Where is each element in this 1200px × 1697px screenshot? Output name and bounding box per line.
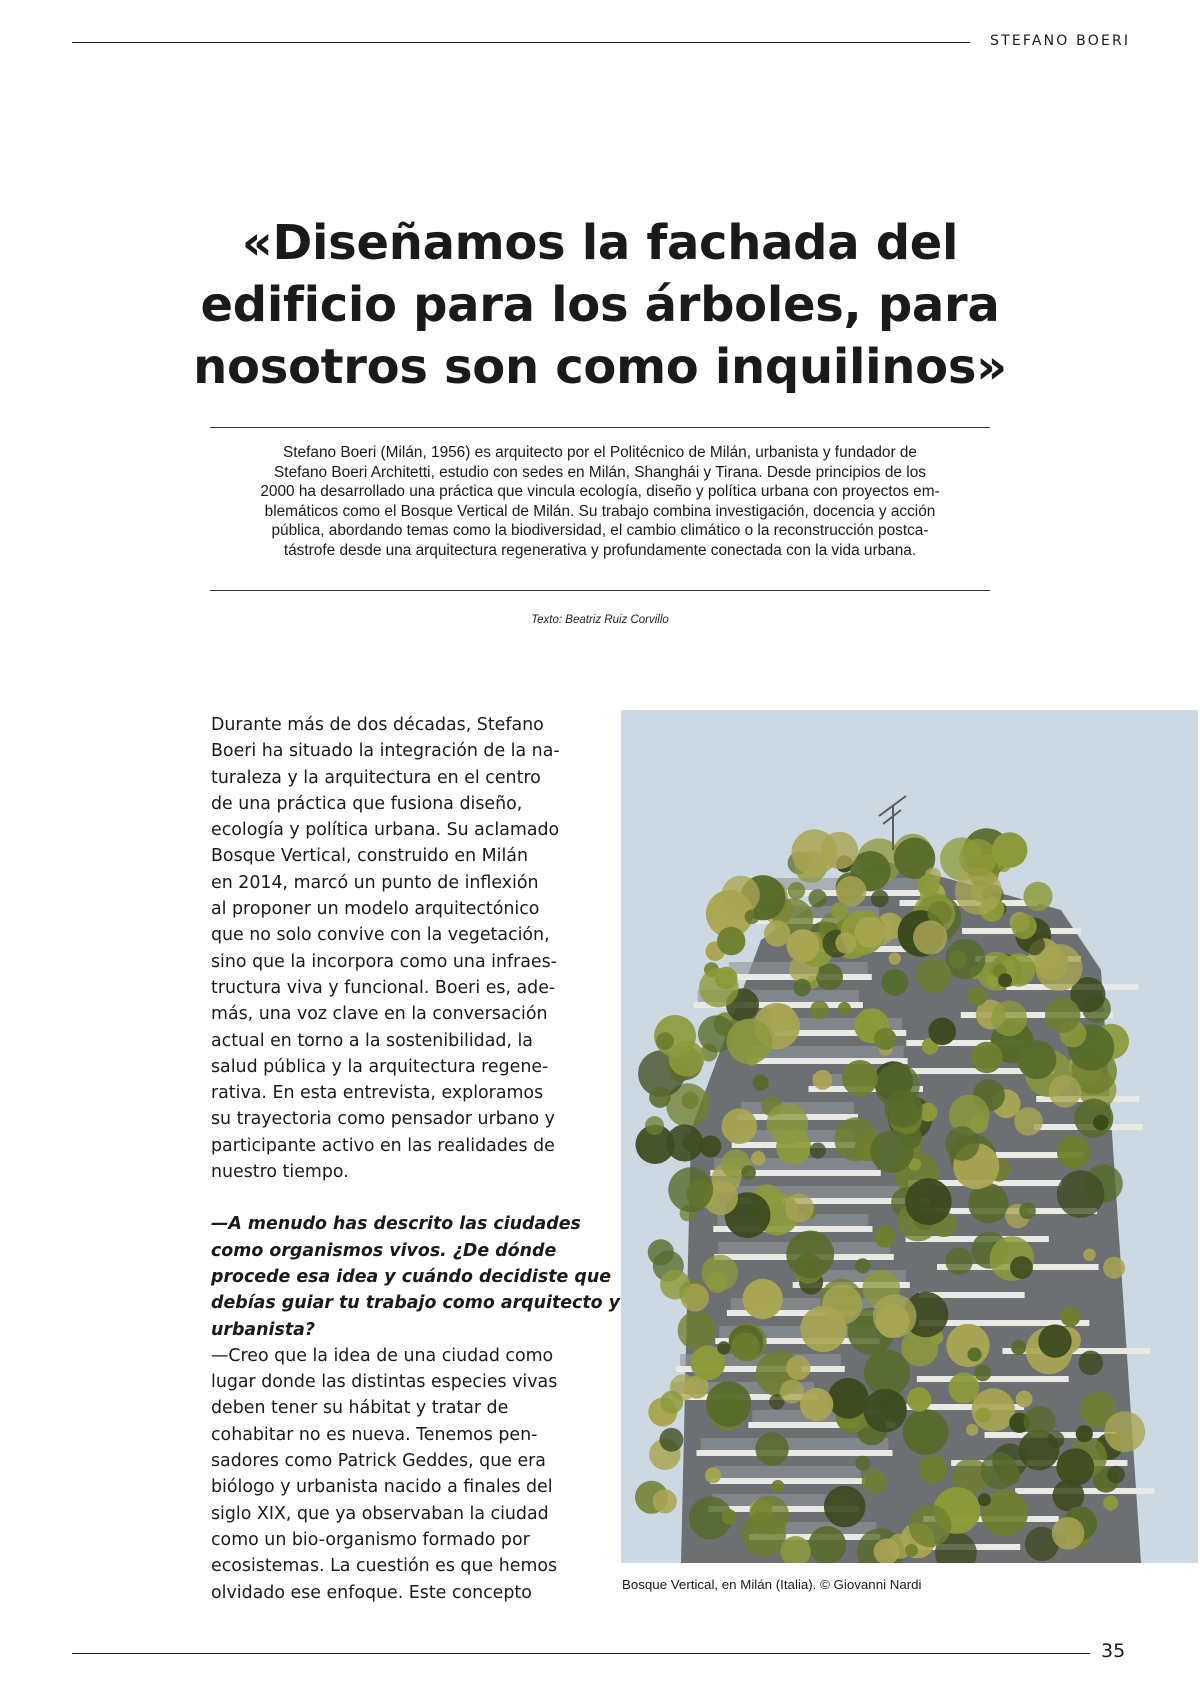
answer-line: —Creo que la idea de una ciudad como bbox=[211, 1345, 554, 1366]
foliage-clump bbox=[793, 979, 811, 997]
foliage-clump bbox=[786, 1356, 810, 1380]
foliage-clump bbox=[969, 1115, 988, 1134]
foliage-clump bbox=[1038, 1324, 1071, 1357]
body-line: en 2014, marcó un punto de inflexión bbox=[211, 872, 539, 893]
foliage-clump bbox=[1014, 1107, 1043, 1136]
foliage-clump bbox=[785, 1193, 814, 1222]
foliage-clump bbox=[882, 969, 909, 996]
header-rule bbox=[72, 42, 970, 43]
answer-line: cohabitar no es nueva. Tenemos pen- bbox=[211, 1424, 538, 1445]
foliage-clump bbox=[764, 920, 790, 946]
foliage-clump bbox=[907, 1387, 931, 1411]
paragraph-gap bbox=[211, 1185, 581, 1211]
foliage-clump bbox=[871, 890, 889, 908]
foliage-clump bbox=[745, 910, 760, 925]
answer-line: biólogo y urbanista nacido a finales del bbox=[211, 1477, 553, 1498]
title-line: «Diseñamos la fachada del bbox=[241, 215, 959, 271]
foliage-clump bbox=[645, 1116, 664, 1135]
photo-caption: Bosque Vertical, en Milán (Italia). © Giovanni Nardi bbox=[622, 1577, 922, 1592]
foliage-clump bbox=[854, 917, 885, 948]
foliage-clump bbox=[998, 973, 1012, 987]
foliage-clump bbox=[828, 1378, 869, 1419]
foliage-clump bbox=[917, 874, 939, 896]
intro-line: Stefano Boeri Architetti, estudio con sedes en Milán, Shanghái y Tirana. Desde principios de los bbox=[274, 463, 926, 481]
foliage-clump bbox=[706, 1381, 751, 1426]
foliage-clump bbox=[660, 1428, 684, 1452]
foliage-clump bbox=[976, 1407, 992, 1423]
article-title bbox=[150, 212, 1050, 398]
foliage-clump bbox=[648, 1239, 674, 1265]
question-line: urbanista? bbox=[211, 1319, 315, 1340]
bosque-vertical-photo bbox=[621, 710, 1198, 1563]
foliage-clump bbox=[974, 1365, 991, 1382]
answer-line: como un bio-organismo formado por bbox=[211, 1529, 530, 1550]
answer-line: olvidado ese enfoque. Este concepto bbox=[211, 1582, 532, 1603]
foliage-clump bbox=[842, 1060, 878, 1096]
foliage-clump bbox=[913, 920, 947, 954]
foliage-clump bbox=[959, 839, 997, 877]
foliage-clump bbox=[864, 1389, 907, 1432]
foliage-clump bbox=[1093, 1115, 1109, 1131]
foliage-clump bbox=[755, 1432, 788, 1465]
foliage-clump bbox=[1052, 1517, 1085, 1550]
foliage-clump bbox=[1010, 1256, 1033, 1279]
foliage-clump bbox=[838, 1002, 851, 1015]
foliage-clump bbox=[810, 1142, 826, 1158]
foliage-clump bbox=[905, 1544, 918, 1557]
intro-line: tástrofe desde una arquitectura regenerativa y profundamente conectada con la vida urbana. bbox=[283, 541, 917, 559]
foliage-clump bbox=[945, 1248, 972, 1275]
page-number: 35 bbox=[1101, 1640, 1126, 1662]
foliage-clump bbox=[717, 1341, 730, 1354]
foliage-clump bbox=[769, 1004, 794, 1029]
balcony-slab bbox=[747, 1058, 907, 1064]
foliage-clump bbox=[1083, 1249, 1096, 1262]
body-line: Durante más de dos décadas, Stefano bbox=[211, 715, 544, 735]
foliage-clump bbox=[1011, 1340, 1026, 1355]
foliage-clump bbox=[808, 889, 826, 907]
foliage-clump bbox=[855, 1456, 870, 1471]
foliage-clump bbox=[946, 1324, 989, 1367]
question-line: debías guiar tu trabajo como arquitecto y bbox=[211, 1293, 621, 1314]
foliage-clump bbox=[722, 876, 760, 914]
foliage-clump bbox=[1057, 1170, 1104, 1217]
foliage-clump bbox=[1107, 1466, 1125, 1484]
foliage-clump bbox=[967, 987, 987, 1007]
intro-summary bbox=[210, 443, 990, 560]
foliage-clump bbox=[889, 952, 901, 964]
question-line: —A menudo has descrito las ciudades bbox=[211, 1214, 581, 1235]
foliage-clump bbox=[813, 1070, 833, 1090]
foliage-clump bbox=[800, 1388, 833, 1421]
author-credit: Texto: Beatriz Ruiz Corvillo bbox=[531, 614, 669, 626]
body-line: ecología y política urbana. Su aclamado bbox=[211, 820, 560, 841]
foliage-clump bbox=[678, 1311, 716, 1349]
title-line: nosotros son como inquilinos» bbox=[193, 339, 1007, 395]
foliage-clump bbox=[870, 1130, 913, 1173]
body-line: Boeri ha situado la integración de la na- bbox=[211, 741, 560, 762]
balcony-slab bbox=[917, 1376, 1069, 1382]
foliage-clump bbox=[905, 1178, 952, 1225]
foliage-clump bbox=[682, 1092, 699, 1109]
foliage-clump bbox=[1104, 1411, 1145, 1452]
intro-top-rule bbox=[210, 427, 990, 428]
foliage-clump bbox=[660, 1270, 690, 1300]
foliage-clump bbox=[1076, 1425, 1093, 1442]
foliage-clump bbox=[1103, 1257, 1125, 1279]
foliage-clump bbox=[722, 1108, 758, 1144]
body-column bbox=[211, 712, 621, 1606]
foliage-clump bbox=[928, 1018, 956, 1046]
foliage-clump bbox=[706, 1272, 727, 1293]
foliage-clump bbox=[731, 1333, 760, 1362]
balcony-slab bbox=[710, 1478, 865, 1484]
foliage-clump bbox=[780, 1380, 804, 1404]
foliage-clump bbox=[978, 1493, 991, 1506]
body-line: Bosque Vertical, construido en Milán bbox=[211, 846, 528, 867]
foliage-clump bbox=[991, 1000, 1027, 1036]
foliage-clump bbox=[660, 1391, 683, 1414]
foliage-clump bbox=[808, 1526, 846, 1563]
foliage-clump bbox=[649, 1087, 670, 1108]
answer-line: deben tener su hábitat y tratar de bbox=[211, 1398, 509, 1419]
foliage-clump bbox=[1019, 1203, 1036, 1220]
foliage-clump bbox=[705, 1467, 721, 1483]
foliage-clump bbox=[750, 1495, 789, 1534]
foliage-clump bbox=[824, 1486, 866, 1528]
body-line: su trayectoria como pensador urbano y bbox=[211, 1109, 555, 1130]
footer-rule bbox=[72, 1653, 1090, 1654]
foliage-clump bbox=[1017, 1040, 1056, 1079]
foliage-clump bbox=[668, 1167, 713, 1212]
body-line: rativa. En esta entrevista, exploramos bbox=[211, 1083, 544, 1104]
intro-line: 2000 ha desarrollado una práctica que vincula ecología, diseño y política urbana con proyectos em- bbox=[260, 483, 940, 500]
foliage-clump bbox=[788, 882, 805, 899]
foliage-clump bbox=[1057, 1135, 1091, 1169]
foliage-clump bbox=[919, 1455, 948, 1484]
foliage-clump bbox=[1078, 1351, 1103, 1376]
foliage-clump bbox=[721, 1509, 736, 1524]
foliage-clump bbox=[1011, 914, 1036, 939]
body-line: más, una voz clave en la conversación bbox=[211, 1004, 548, 1025]
foliage-clump bbox=[741, 1165, 756, 1180]
foliage-clump bbox=[836, 876, 866, 906]
title-line: edificio para los árboles, para bbox=[200, 277, 1000, 333]
body-line: turaleza y la arquitectura en el centro bbox=[211, 767, 541, 788]
body-line: nuestro tiempo. bbox=[211, 1162, 349, 1183]
answer-line: sadores como Patrick Geddes, que era bbox=[211, 1451, 546, 1472]
balcony-slab bbox=[696, 1450, 892, 1456]
foliage-clump bbox=[1049, 1075, 1082, 1108]
foliage-clump bbox=[772, 1480, 785, 1493]
answer-line: lugar donde las distintas especies vivas bbox=[211, 1372, 558, 1393]
foliage-clump bbox=[874, 1028, 896, 1050]
foliage-clump bbox=[743, 1279, 783, 1319]
question-line: como organismos vivos. ¿De dónde bbox=[211, 1240, 557, 1261]
foliage-clump bbox=[727, 1019, 773, 1065]
foliage-clump bbox=[816, 963, 843, 990]
foliage-clump bbox=[916, 958, 951, 993]
intro-line: Stefano Boeri (Milán, 1956) es arquitecto por el Politécnico de Milán, urbanista y fundador de bbox=[283, 444, 917, 461]
answer-line: ecosistemas. La cuestión es que hemos bbox=[211, 1556, 558, 1577]
body-line: sino que la incorpora como una infraes- bbox=[211, 951, 557, 972]
foliage-clump bbox=[653, 1489, 677, 1513]
foliage-clump bbox=[822, 1284, 862, 1324]
foliage-clump bbox=[855, 1258, 870, 1273]
interview-answer bbox=[211, 1343, 581, 1606]
interview-question bbox=[211, 1211, 621, 1342]
body-line: tructura viva y funcional. Boeri es, ade- bbox=[211, 977, 556, 998]
foliage-clump bbox=[885, 1090, 923, 1128]
question-line: procede esa idea y cuándo decidiste que bbox=[211, 1266, 612, 1287]
intro-line: blemáticos como el Bosque Vertical de Milán. Su trabajo combina investigación, docencia y acción bbox=[264, 502, 936, 520]
body-line: participante activo en las realidades de bbox=[211, 1135, 555, 1156]
foliage-clump bbox=[752, 1075, 768, 1091]
intro-bottom-rule bbox=[210, 590, 990, 591]
balcony-glass bbox=[714, 1466, 861, 1478]
foliage-clump bbox=[1103, 1495, 1118, 1510]
foliage-clump bbox=[835, 932, 856, 953]
foliage-clump bbox=[1016, 1391, 1033, 1408]
foliage-clump bbox=[821, 832, 858, 869]
foliage-clump bbox=[971, 1042, 1002, 1073]
foliage-clump bbox=[810, 1001, 829, 1020]
foliage-clump bbox=[875, 1304, 909, 1338]
foliage-clump bbox=[945, 939, 985, 979]
foliage-clump bbox=[717, 927, 745, 955]
foliage-clump bbox=[1024, 1406, 1056, 1438]
foliage-clump bbox=[1023, 882, 1052, 911]
body-line: actual en torno a la sostenibilidad, la bbox=[211, 1030, 533, 1051]
foliage-clump bbox=[1056, 1448, 1094, 1486]
foliage-clump bbox=[1074, 1099, 1113, 1138]
foliage-clump bbox=[1045, 998, 1080, 1033]
body-line: al proponer un modelo arquitectónico bbox=[211, 899, 540, 920]
foliage-clump bbox=[992, 832, 1028, 868]
body-paragraph bbox=[211, 712, 581, 1185]
foliage-clump bbox=[862, 1469, 887, 1494]
foliage-clump bbox=[666, 1124, 703, 1161]
foliage-clump bbox=[767, 1103, 809, 1145]
body-line: de una práctica que fusiona diseño, bbox=[211, 793, 523, 814]
foliage-clump bbox=[999, 1464, 1020, 1485]
foliage-clump bbox=[948, 1372, 979, 1403]
foliage-clump bbox=[751, 1151, 765, 1165]
running-head: STEFANO BOERI bbox=[990, 33, 1131, 49]
foliage-clump bbox=[787, 929, 820, 962]
foliage-clump bbox=[874, 1226, 896, 1248]
foliage-clump bbox=[1061, 1307, 1081, 1327]
body-line: salud pública y la arquitectura regene- bbox=[211, 1056, 549, 1077]
foliage-clump bbox=[656, 1032, 674, 1050]
foliage-clump bbox=[903, 1409, 949, 1455]
foliage-clump bbox=[909, 1505, 952, 1548]
answer-line: siglo XIX, que ya observaban la ciudad bbox=[211, 1503, 549, 1524]
balcony-slab bbox=[1015, 1488, 1154, 1494]
foliage-clump bbox=[831, 902, 849, 920]
foliage-clump bbox=[966, 1424, 978, 1436]
foliage-clump bbox=[967, 1347, 981, 1361]
body-line: que no solo convive con la vegetación, bbox=[211, 925, 550, 946]
foliage-clump bbox=[786, 1231, 834, 1279]
foliage-clump bbox=[1036, 944, 1083, 991]
foliage-clump bbox=[715, 967, 738, 990]
intro-line: pública, abordando temas como la biodiversidad, el cambio climático o la reconstrucción postca- bbox=[271, 522, 929, 539]
